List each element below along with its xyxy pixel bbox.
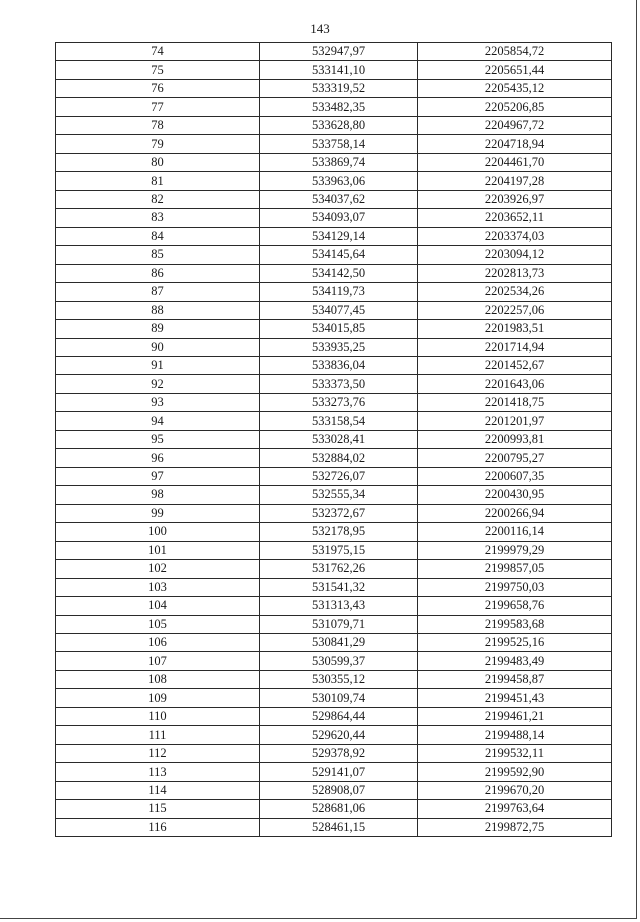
y-coordinate-cell: 2199461,21: [418, 707, 612, 725]
point-number-cell: 86: [56, 264, 260, 282]
y-coordinate-cell: 2202813,73: [418, 264, 612, 282]
x-coordinate-cell: 531541,32: [260, 578, 418, 596]
x-coordinate-cell: 533273,76: [260, 393, 418, 411]
y-coordinate-cell: 2200795,27: [418, 449, 612, 467]
point-number-cell: 113: [56, 763, 260, 781]
point-number-cell: 82: [56, 190, 260, 208]
x-coordinate-cell: 533158,54: [260, 412, 418, 430]
x-coordinate-cell: 534129,14: [260, 227, 418, 245]
x-coordinate-cell: 533482,35: [260, 98, 418, 116]
point-number-cell: 116: [56, 818, 260, 836]
y-coordinate-cell: 2199488,14: [418, 726, 612, 744]
point-number-cell: 79: [56, 135, 260, 153]
table-row: [56, 61, 612, 79]
point-number-cell: 111: [56, 726, 260, 744]
point-number-cell: 76: [56, 79, 260, 97]
table-row: [56, 430, 612, 448]
y-coordinate-cell: 2200993,81: [418, 430, 612, 448]
y-coordinate-cell: 2201643,06: [418, 375, 612, 393]
x-coordinate-cell: 529620,44: [260, 726, 418, 744]
y-coordinate-cell: 2199872,75: [418, 818, 612, 836]
table-row: [56, 264, 612, 282]
table-row: [56, 726, 612, 744]
x-coordinate-cell: 530599,37: [260, 652, 418, 670]
x-coordinate-cell: 531313,43: [260, 597, 418, 615]
x-coordinate-cell: 532555,34: [260, 486, 418, 504]
point-number-cell: 114: [56, 781, 260, 799]
y-coordinate-cell: 2202534,26: [418, 283, 612, 301]
x-coordinate-cell: 530109,74: [260, 689, 418, 707]
point-number-cell: 107: [56, 652, 260, 670]
point-number-cell: 94: [56, 412, 260, 430]
point-number-cell: 106: [56, 634, 260, 652]
y-coordinate-cell: 2200266,94: [418, 504, 612, 522]
point-number-cell: 103: [56, 578, 260, 596]
table-row: [56, 98, 612, 116]
table-row: [56, 541, 612, 559]
point-number-cell: 84: [56, 227, 260, 245]
x-coordinate-cell: 533935,25: [260, 338, 418, 356]
table-row: [56, 338, 612, 356]
x-coordinate-cell: 528908,07: [260, 781, 418, 799]
y-coordinate-cell: 2199857,05: [418, 560, 612, 578]
point-number-cell: 97: [56, 467, 260, 485]
point-number-cell: 85: [56, 246, 260, 264]
y-coordinate-cell: 2205854,72: [418, 43, 612, 61]
point-number-cell: 88: [56, 301, 260, 319]
x-coordinate-cell: 531762,26: [260, 560, 418, 578]
y-coordinate-cell: 2201201,97: [418, 412, 612, 430]
x-coordinate-cell: 530841,29: [260, 634, 418, 652]
point-number-cell: 87: [56, 283, 260, 301]
x-coordinate-cell: 533963,06: [260, 172, 418, 190]
x-coordinate-cell: 534093,07: [260, 209, 418, 227]
x-coordinate-cell: 533628,80: [260, 116, 418, 134]
table-row: [56, 301, 612, 319]
table-row: [56, 153, 612, 171]
point-number-cell: 101: [56, 541, 260, 559]
point-number-cell: 90: [56, 338, 260, 356]
coordinates-table-body: [56, 43, 612, 837]
x-coordinate-cell: 528681,06: [260, 800, 418, 818]
x-coordinate-cell: 530355,12: [260, 670, 418, 688]
x-coordinate-cell: 533141,10: [260, 61, 418, 79]
coordinates-table: [55, 42, 612, 837]
table-row: [56, 504, 612, 522]
x-coordinate-cell: 529141,07: [260, 763, 418, 781]
y-coordinate-cell: 2200116,14: [418, 523, 612, 541]
point-number-cell: 98: [56, 486, 260, 504]
x-coordinate-cell: 532947,97: [260, 43, 418, 61]
table-row: [56, 283, 612, 301]
table-row: [56, 763, 612, 781]
table-row: [56, 652, 612, 670]
y-coordinate-cell: 2201452,67: [418, 356, 612, 374]
y-coordinate-cell: 2204967,72: [418, 116, 612, 134]
point-number-cell: 78: [56, 116, 260, 134]
point-number-cell: 104: [56, 597, 260, 615]
x-coordinate-cell: 534077,45: [260, 301, 418, 319]
point-number-cell: 99: [56, 504, 260, 522]
point-number-cell: 77: [56, 98, 260, 116]
y-coordinate-cell: 2201714,94: [418, 338, 612, 356]
x-coordinate-cell: 533319,52: [260, 79, 418, 97]
point-number-cell: 95: [56, 430, 260, 448]
table-row: [56, 800, 612, 818]
x-coordinate-cell: 529378,92: [260, 744, 418, 762]
y-coordinate-cell: 2199458,87: [418, 670, 612, 688]
point-number-cell: 115: [56, 800, 260, 818]
point-number-cell: 100: [56, 523, 260, 541]
point-number-cell: 93: [56, 393, 260, 411]
y-coordinate-cell: 2203926,97: [418, 190, 612, 208]
table-row: [56, 707, 612, 725]
y-coordinate-cell: 2201983,51: [418, 320, 612, 338]
x-coordinate-cell: 532726,07: [260, 467, 418, 485]
point-number-cell: 112: [56, 744, 260, 762]
x-coordinate-cell: 533758,14: [260, 135, 418, 153]
table-row: [56, 190, 612, 208]
x-coordinate-cell: 531975,15: [260, 541, 418, 559]
table-row: [56, 449, 612, 467]
x-coordinate-cell: 534142,50: [260, 264, 418, 282]
point-number-cell: 80: [56, 153, 260, 171]
y-coordinate-cell: 2204718,94: [418, 135, 612, 153]
x-coordinate-cell: 533373,50: [260, 375, 418, 393]
point-number-cell: 81: [56, 172, 260, 190]
table-row: [56, 135, 612, 153]
y-coordinate-cell: 2201418,75: [418, 393, 612, 411]
y-coordinate-cell: 2203094,12: [418, 246, 612, 264]
x-coordinate-cell: 533028,41: [260, 430, 418, 448]
table-row: [56, 116, 612, 134]
y-coordinate-cell: 2205435,12: [418, 79, 612, 97]
point-number-cell: 92: [56, 375, 260, 393]
point-number-cell: 109: [56, 689, 260, 707]
y-coordinate-cell: 2199979,29: [418, 541, 612, 559]
point-number-cell: 105: [56, 615, 260, 633]
table-row: [56, 578, 612, 596]
table-row: [56, 467, 612, 485]
table-row: [56, 818, 612, 836]
table-row: [56, 209, 612, 227]
y-coordinate-cell: 2204461,70: [418, 153, 612, 171]
x-coordinate-cell: 531079,71: [260, 615, 418, 633]
point-number-cell: 91: [56, 356, 260, 374]
point-number-cell: 75: [56, 61, 260, 79]
point-number-cell: 96: [56, 449, 260, 467]
table-row: [56, 689, 612, 707]
y-coordinate-cell: 2199750,03: [418, 578, 612, 596]
point-number-cell: 110: [56, 707, 260, 725]
x-coordinate-cell: 532178,95: [260, 523, 418, 541]
table-row: [56, 356, 612, 374]
x-coordinate-cell: 532372,67: [260, 504, 418, 522]
x-coordinate-cell: 529864,44: [260, 707, 418, 725]
y-coordinate-cell: 2205651,44: [418, 61, 612, 79]
table-row: [56, 597, 612, 615]
table-row: [56, 634, 612, 652]
table-row: [56, 320, 612, 338]
x-coordinate-cell: 528461,15: [260, 818, 418, 836]
x-coordinate-cell: 534119,73: [260, 283, 418, 301]
point-number-cell: 83: [56, 209, 260, 227]
y-coordinate-cell: 2199532,11: [418, 744, 612, 762]
x-coordinate-cell: 533836,04: [260, 356, 418, 374]
x-coordinate-cell: 534015,85: [260, 320, 418, 338]
point-number-cell: 74: [56, 43, 260, 61]
table-row: [56, 393, 612, 411]
y-coordinate-cell: 2199451,43: [418, 689, 612, 707]
point-number-cell: 89: [56, 320, 260, 338]
page-number: 143: [310, 21, 330, 36]
x-coordinate-cell: 533869,74: [260, 153, 418, 171]
table-row: [56, 744, 612, 762]
table-row: [56, 560, 612, 578]
y-coordinate-cell: 2199658,76: [418, 597, 612, 615]
table-row: [56, 79, 612, 97]
y-coordinate-cell: 2202257,06: [418, 301, 612, 319]
y-coordinate-cell: 2199763,64: [418, 800, 612, 818]
y-coordinate-cell: 2205206,85: [418, 98, 612, 116]
point-number-cell: 108: [56, 670, 260, 688]
table-row: [56, 486, 612, 504]
y-coordinate-cell: 2200607,35: [418, 467, 612, 485]
table-row: [56, 412, 612, 430]
x-coordinate-cell: 532884,02: [260, 449, 418, 467]
y-coordinate-cell: 2200430,95: [418, 486, 612, 504]
y-coordinate-cell: 2204197,28: [418, 172, 612, 190]
y-coordinate-cell: 2199592,90: [418, 763, 612, 781]
table-row: [56, 227, 612, 245]
table-row: [56, 781, 612, 799]
table-row: [56, 375, 612, 393]
y-coordinate-cell: 2203652,11: [418, 209, 612, 227]
table-row: [56, 523, 612, 541]
y-coordinate-cell: 2203374,03: [418, 227, 612, 245]
x-coordinate-cell: 534145,64: [260, 246, 418, 264]
table-row: [56, 172, 612, 190]
y-coordinate-cell: 2199583,68: [418, 615, 612, 633]
point-number-cell: 102: [56, 560, 260, 578]
table-row: [56, 615, 612, 633]
y-coordinate-cell: 2199670,20: [418, 781, 612, 799]
x-coordinate-cell: 534037,62: [260, 190, 418, 208]
table-row: [56, 670, 612, 688]
table-row: [56, 246, 612, 264]
y-coordinate-cell: 2199483,49: [418, 652, 612, 670]
y-coordinate-cell: 2199525,16: [418, 634, 612, 652]
table-row: [56, 43, 612, 61]
